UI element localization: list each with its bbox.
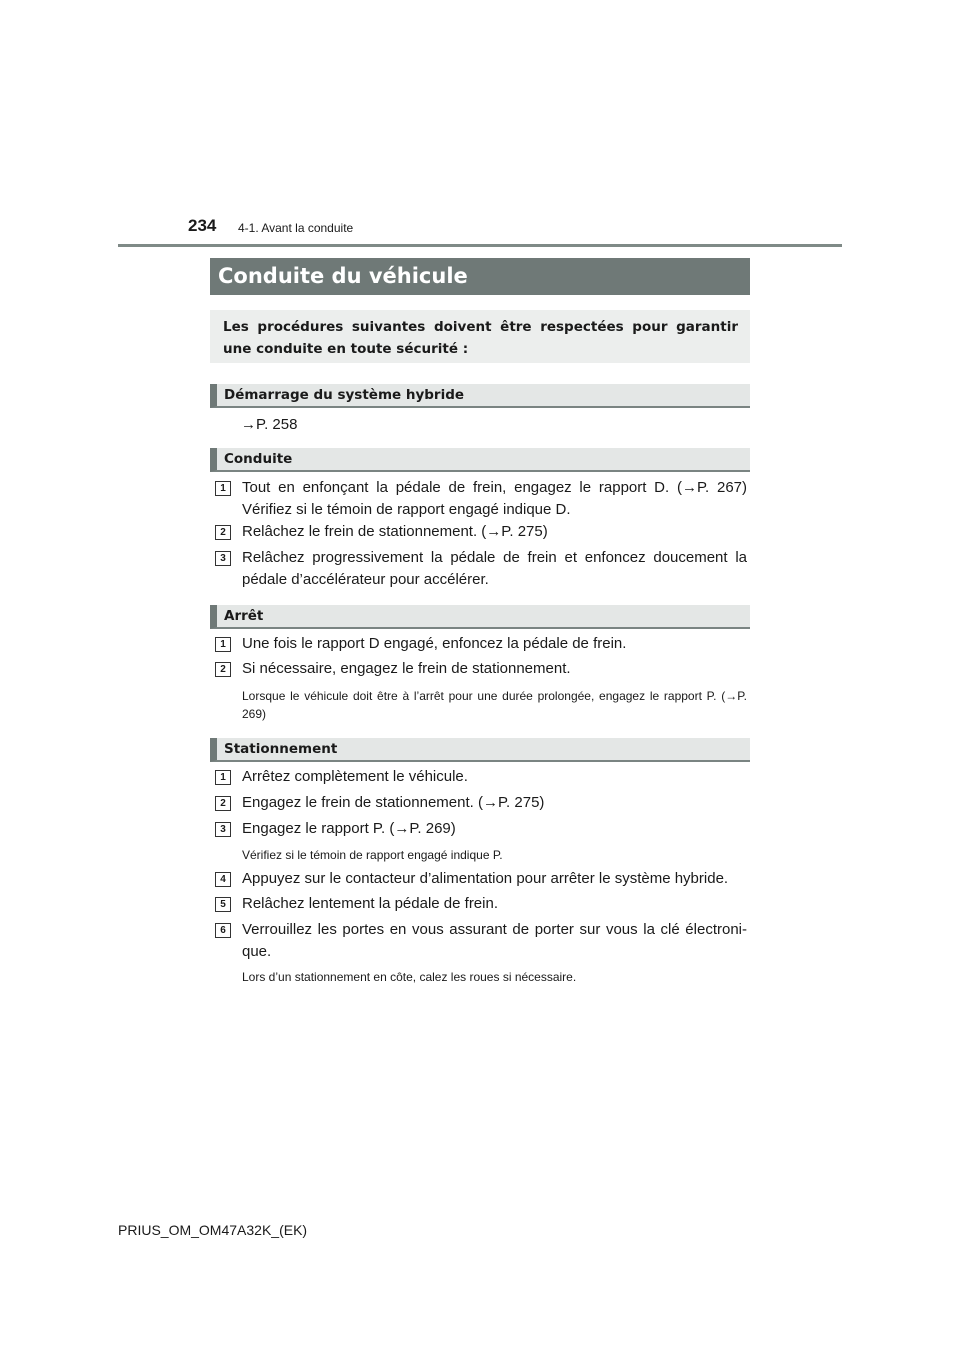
parking-step-1: Arrêtez complètement le véhicule. xyxy=(242,768,468,785)
section-heading-stop: Arrêt xyxy=(210,605,750,629)
section-heading-start: Démarrage du système hybride xyxy=(210,384,750,408)
parking-step-3: Engagez le rapport P. (→P. 269) xyxy=(242,820,456,837)
section-heading-parking: Stationnement xyxy=(210,738,750,762)
parking-step-4: Appuyez sur le contacteur d’alimentation pour arrêter le système hybride. xyxy=(242,870,729,887)
driving-step-1: Tout en enfonçant la pédale de frein, engagez le rapport D. (→P. 267) Vérifiez si le témoin de rapport engagé indique D. xyxy=(242,479,747,518)
stop-note: Lorsque le véhicule doit être à l’arrêt pour une durée prolongée, engagez le rapport P. (→P. 269) xyxy=(242,689,747,721)
driving-step-3: Relâchez progressivement la pédale de frein et enfoncez doucement la pédale d’accélérateur pour accélérer. xyxy=(242,549,747,588)
stop-step-1: Une fois le rapport D engagé, enfoncez la pédale de frein. xyxy=(242,635,627,652)
page-title: Conduite du véhicule xyxy=(210,258,750,295)
step-number-badge: 5 xyxy=(215,897,231,912)
parking-step-5: Relâchez lentement la pédale de frein. xyxy=(242,895,498,912)
step-number-badge: 3 xyxy=(215,822,231,837)
parking-note-indicator: Vérifiez si le témoin de rapport engagé indique P. xyxy=(242,848,503,862)
step-number-badge: 1 xyxy=(215,770,231,785)
header-divider xyxy=(118,244,842,247)
step-number-badge: 3 xyxy=(215,551,231,566)
step-number-badge: 6 xyxy=(215,923,231,938)
step-number-badge: 1 xyxy=(215,637,231,652)
step-number-badge: 1 xyxy=(215,481,231,496)
step-number-badge: 2 xyxy=(215,525,231,540)
parking-step-6: Verrouillez les portes en vous assurant de porter sur vous la clé électroni-que. xyxy=(242,921,747,960)
driving-step-2: Relâchez le frein de stationnement. (→P. 275) xyxy=(242,523,548,540)
stop-step-2: Si nécessaire, engagez le frein de stationnement. xyxy=(242,660,571,677)
step-number-badge: 4 xyxy=(215,872,231,887)
page-number: 234 xyxy=(188,216,217,235)
intro-box: Les procédures suivantes doivent être respectées pour garantir une conduite en toute sécurité : xyxy=(210,310,750,363)
step-number-badge: 2 xyxy=(215,662,231,677)
section-heading-driving: Conduite xyxy=(210,448,750,472)
parking-note-slope: Lors d’un stationnement en côte, calez les roues si nécessaire. xyxy=(242,970,577,984)
parking-step-2: Engagez le frein de stationnement. (→P. 275) xyxy=(242,794,545,811)
document-code: PRIUS_OM_OM47A32K_(EK) xyxy=(118,1222,308,1238)
breadcrumb: 4-1. Avant la conduite xyxy=(238,221,354,235)
step-number-badge: 2 xyxy=(215,796,231,811)
start-page-reference: →P. 258 xyxy=(241,416,298,433)
